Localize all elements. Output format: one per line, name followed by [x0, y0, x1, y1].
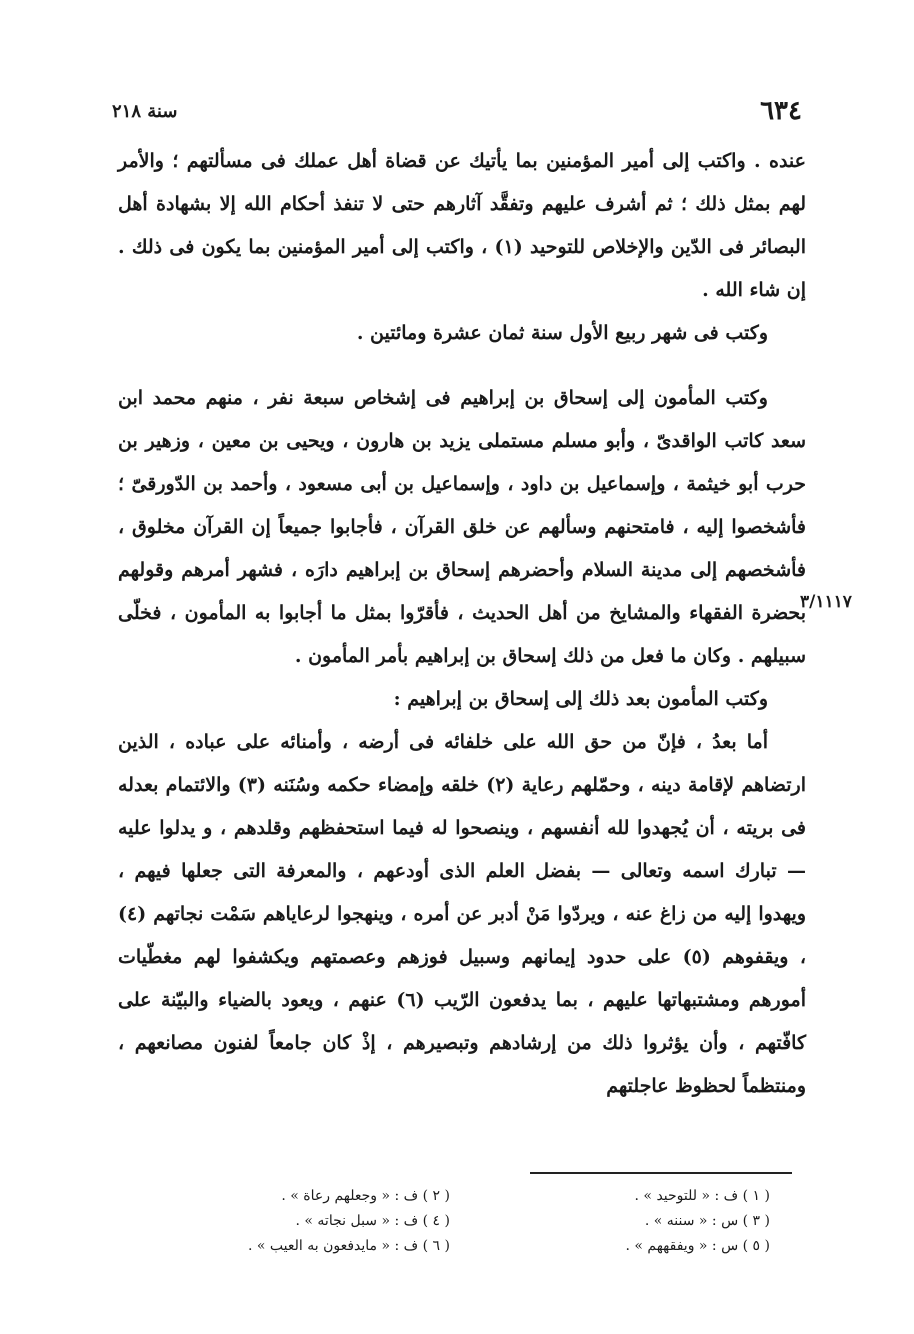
- running-head: سنة ٢١٨: [112, 100, 178, 122]
- body-text: [118, 140, 806, 1108]
- section-gap: [118, 355, 806, 377]
- footnote-1: ( ١ ) ف : « للتوحيد » .: [634, 1188, 770, 1204]
- page-header: [112, 94, 802, 128]
- footnotes: [170, 1184, 770, 1259]
- footnote-3: ( ٣ ) س : « سننه » .: [644, 1213, 770, 1229]
- paragraph-1: عنده . واكتب إلى أمير المؤمنين بما يأتيك عن قضاة أهل عملك فى مسألتهم ؛ والأمر لهم بمثل ذلك ؛ ثم أشرف عليهم وتفقَّد آثارهم حتى لا تنفذ أحكام الله إلا بشهادة أهل البصائر فى الدّين والإخلاص للتوحيد (١) ، واكتب إلى أمير المؤمنين بما يكون فى ذلك . إن شاء الله .: [118, 150, 806, 301]
- margin-reference: ٣/١١١٧: [800, 592, 852, 612]
- footnote-divider: [530, 1172, 792, 1174]
- paragraph-2: وكتب فى شهر ربيع الأول سنة ثمان عشرة ومائتين .: [356, 322, 768, 344]
- footnote-6: ( ٦ ) ف : « مايدفعون به العيب » .: [247, 1238, 450, 1254]
- page-number: ٦٣٤: [760, 96, 802, 126]
- paragraph-5: أما بعدُ ، فإنّ من حق الله على خلفائه فى أرضه ، وأمنائه على عباده ، الذين ارتضاهم لإقامة دينه ، وحمّلهم رعاية (٢) خلقه وإمضاء حكمه وسُنَنه (٣) والائتمام بعدله فى بريته ، أن يُجهدوا لله أنفسهم ، وينصحوا له فيما استحفظهم وقلدهم ، و يدلوا عليه — تبارك اسمه وتعالى — بفضل العلم الذى أودعهم ، والمعرفة التى جعلها فيهم ، ويهدوا إليه من زاغ عنه ، ويردّوا مَنْ أدبر عن أمره ، وينهجوا لرعاياهم سَمْت نجاتهم (٤) ، ويقفوهم (٥) على حدود إيمانهم وسبيل فوزهم وعصمتهم ويكشفوا لهم مغطّيات أمورهم ومشتبهاتها عليهم ، بما يدفعون الرّيب (٦) عنهم ، ويعود بالضياء والبيّنة على كافّتهم ، وأن يؤثروا ذلك من إرشادهم وتبصيرهم ، إذْ كان جامعاً لفنون مصانعهم ، ومنتظماً لحظوظ عاجلتهم: [118, 731, 806, 1097]
- footnote-2: ( ٢ ) ف : « وجعلهم رعاة » .: [281, 1188, 450, 1204]
- footnote-4: ( ٤ ) ف : « سبل نجاته » .: [295, 1213, 450, 1229]
- paragraph-4: وكتب المأمون بعد ذلك إلى إسحاق بن إبراهيم :: [393, 688, 768, 710]
- footnote-5: ( ٥ ) س : « ويفقههم » .: [625, 1238, 770, 1254]
- paragraph-3: وكتب المأمون إلى إسحاق بن إبراهيم فى إشخاص سبعة نفر ، منهم محمد ابن سعد كاتب الواقدىّ ، وأبو مسلم مستملى يزيد بن هارون ، ويحيى بن معين ، وزهير بن حرب أبو خيثمة ، وإسماعيل بن داود ، وإسماعيل بن أبى مسعود ، وأحمد بن الدّورقىّ ؛ فأشخصوا إليه ، فامتحنهم وسألهم عن خلق القرآن ، فأجابوا جميعاً إن القرآن مخلوق ، فأشخصهم إلى مدينة السلام وأحضرهم إسحاق بن إبراهيم دارَه ، فشهر أمرهم وقولهم بحضرة الفقهاء والمشايخ من أهل الحديث ، فأقرّوا بمثل ما أجابوا به المأمون ، فخلّى سبيلهم . وكان ما فعل من ذلك إسحاق بن إبراهيم بأمر المأمون .: [118, 387, 806, 667]
